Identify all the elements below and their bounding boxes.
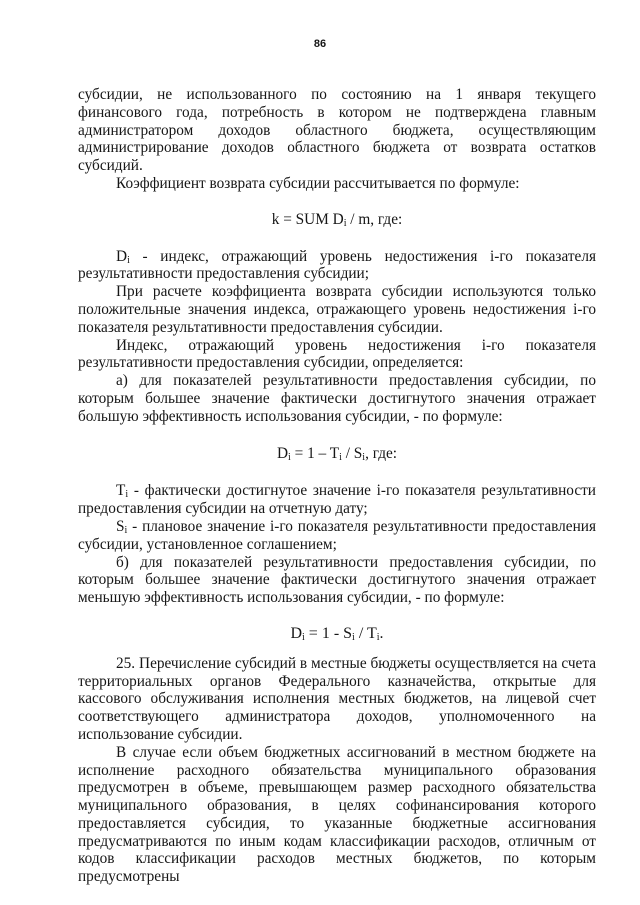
page-number: 86 bbox=[313, 38, 327, 50]
paragraph-budget-allocations: В случае если объем бюджетных ассигнований в местном бюджете на исполнение расходного обязательства муниципального образования предусмотрен в объеме, превышающем размер расходного обязательства муниципального образования, в целях софинансирования которого предоставляется субсидия, то указанные бюджетные ассигнования предусматриваются по иным кодам классификации расходов, отличным от кодов классификации расходов местных бюджетов, по которым предусмотрены bbox=[78, 743, 596, 886]
paragraph-subsidy-balance: субсидии, не использованного по состоянию на 1 января текущего финансового года, потребность в котором не подтверждена главным администратором доходов областного бюджета, осуществляющим администрирование доходов областного бюджета от возврата остатков субсидий. bbox=[78, 86, 596, 175]
paragraph-ti-definition: $T_i$ - фактически достигнутое значение i-го показателя результативности предоставления субсидии на отчетную дату; bbox=[78, 482, 596, 518]
paragraph-di-definition: $D_i$ - индекс, отражающий уровень недостижения i-го показателя результативности предоставления субсидии; bbox=[78, 247, 596, 283]
paragraph-coefficient-intro: Коэффициент возврата субсидии рассчитывается по формуле: bbox=[116, 174, 520, 192]
paragraph-positive-values: При расчете коэффициента возврата субсидии используются только положительные значения индекса, отражающего уровень недостижения i-го показателя результативности предоставления субсидии. bbox=[78, 283, 596, 336]
formula-index-case-a: $D_i = 1 - T_i / S_i$, где: bbox=[276, 444, 398, 463]
paragraph-section-25: 25. Перечисление субсидий в местные бюджеты осуществляется на счета территориальных органов Федерального казначейства, открытые для кассового обслуживания исполнения местных бюджетов, на лицевой счет соответствующего администратора доходов, уполномоченного на использование субсидии. bbox=[78, 654, 596, 743]
formula-index-case-b: $D_i = 1 - S_i / T_i$. bbox=[290, 624, 384, 643]
document-body bbox=[78, 86, 596, 886]
paragraph-index-determination: Индекс, отражающий уровень недостижения i-го показателя результативности предоставления субсидии, определяется: bbox=[78, 336, 596, 372]
paragraph-si-definition: $S_i$ - плановое значение i-го показателя результативности предоставления субсидии, установленное соглашением; bbox=[78, 517, 596, 553]
formula-return-coefficient: k = SUM $D_i$ / m, где: bbox=[271, 210, 403, 229]
paragraph-case-b: б) для показателей результативности предоставления субсидии, по которым большее значение фактически достигнутого значения отражает меньшую эффективность использования субсидии, - по формуле: bbox=[78, 553, 596, 607]
paragraph-case-a: а) для показателей результативности предоставления субсидии, по которым большее значение фактически достигнутого значения отражает большую эффективность использования субсидии, - по формуле: bbox=[78, 372, 596, 425]
